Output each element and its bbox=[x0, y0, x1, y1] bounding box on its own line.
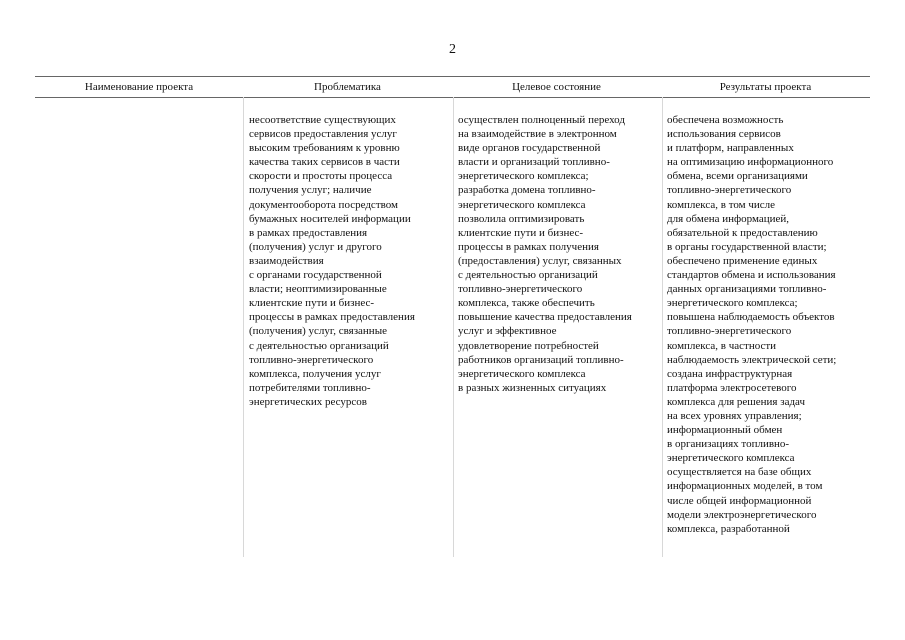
text-line: в рамках предоставления bbox=[249, 226, 368, 239]
text-line: использования сервисов bbox=[667, 128, 781, 141]
text-line: высоким требованиям к уровню bbox=[249, 142, 400, 155]
text-line: стандартов обмена и использования bbox=[667, 269, 836, 282]
text-line: взаимодействия bbox=[249, 254, 324, 267]
text-line: создана инфраструктурная bbox=[667, 367, 793, 380]
text-line: услуг и эффективное bbox=[458, 325, 557, 338]
text-line: власти; неоптимизированные bbox=[249, 283, 387, 296]
text-line: получения услуг; наличие bbox=[249, 184, 372, 197]
text-line: платформа электросетевого bbox=[667, 381, 797, 394]
text-line: топливно-энергетического bbox=[458, 283, 583, 296]
text-line: комплекса, в частности bbox=[667, 339, 777, 352]
text-line: числе общей информационной bbox=[667, 494, 812, 507]
text-line: процессы в рамках получения bbox=[458, 240, 599, 253]
text-line: с органами государственной bbox=[249, 269, 382, 282]
text-line: виде органов государственной bbox=[458, 142, 601, 155]
text-line: информационных моделей, в том bbox=[667, 480, 823, 493]
text-line: энергетических ресурсов bbox=[249, 395, 367, 408]
text-line: топливно-энергетического bbox=[667, 184, 792, 197]
text-line: в организациях топливно- bbox=[667, 438, 790, 451]
text-line: на всех уровнях управления; bbox=[667, 409, 802, 422]
text-line: для обмена информацией, bbox=[667, 212, 790, 225]
header-project-name: Наименование проекта bbox=[84, 81, 194, 93]
text-line: обеспечено применение единых bbox=[667, 254, 818, 267]
cell-project-results bbox=[667, 113, 836, 536]
text-line: в органы государственной власти; bbox=[667, 240, 827, 253]
text-line: процессы в рамках предоставления bbox=[249, 311, 415, 324]
text-line: энергетического комплекса; bbox=[458, 170, 589, 183]
text-line: на оптимизацию информационного bbox=[667, 156, 834, 169]
text-line: повышена наблюдаемость объектов bbox=[667, 311, 835, 324]
header-project-results: Результаты проекта bbox=[719, 81, 812, 93]
text-line: с деятельностью организаций bbox=[249, 339, 389, 352]
text-line: разработка домена топливно- bbox=[458, 184, 596, 197]
cell-target-state bbox=[458, 113, 632, 395]
text-line: сервисов предоставления услуг bbox=[249, 128, 397, 141]
text-line: комплекса, получения услуг bbox=[249, 367, 381, 380]
text-line: осуществлен полноценный переход bbox=[458, 114, 625, 126]
text-line: клиентские пути и бизнес- bbox=[249, 297, 375, 310]
header-target-state: Целевое состояние bbox=[512, 81, 601, 93]
text-line: обмена, всеми организациями bbox=[667, 170, 808, 183]
text-line: с деятельностью организаций bbox=[458, 269, 598, 282]
text-line: обеспечена возможность bbox=[667, 114, 784, 126]
text-line: комплекса, разработанной bbox=[667, 522, 790, 535]
text-line: и платформ, направленных bbox=[667, 142, 794, 155]
column-divider bbox=[243, 97, 244, 557]
text-line: клиентские пути и бизнес- bbox=[458, 226, 584, 239]
text-line: скорости и простоты процесса bbox=[249, 170, 393, 183]
page-number: 2 bbox=[449, 42, 456, 57]
text-line: обязательной к предоставлению bbox=[667, 226, 818, 239]
text-line: бумажных носителей информации bbox=[249, 212, 411, 225]
cell-problems bbox=[249, 113, 415, 409]
text-line: на взаимодействие в электронном bbox=[458, 128, 617, 141]
text-line: энергетического комплекса bbox=[667, 452, 795, 465]
text-line: повышение качества предоставления bbox=[458, 311, 632, 324]
table-header-row bbox=[35, 77, 870, 97]
text-line: (предоставления) услуг, связанных bbox=[458, 254, 622, 267]
text-line: комплекса, также обеспечить bbox=[458, 297, 595, 310]
header-problems: Проблематика bbox=[314, 81, 381, 93]
column-divider bbox=[662, 97, 663, 557]
text-line: информационный обмен bbox=[667, 424, 783, 437]
text-line: позволила оптимизировать bbox=[458, 212, 585, 225]
text-line: комплекса для решения задач bbox=[667, 395, 806, 408]
text-line: модели электроэнергетического bbox=[667, 508, 817, 521]
text-line: энергетического комплекса bbox=[458, 367, 586, 380]
text-line: несоответствие существующих bbox=[249, 114, 396, 126]
text-line: в разных жизненных ситуациях bbox=[458, 381, 607, 394]
text-line: данных организациями топливно- bbox=[667, 283, 827, 296]
text-line: качества таких сервисов в части bbox=[249, 156, 400, 169]
text-line: удовлетворение потребностей bbox=[458, 339, 599, 352]
text-line: работников организаций топливно- bbox=[458, 353, 624, 366]
text-line: документооборота посредством bbox=[249, 198, 398, 211]
text-line: (получения) услуг, связанные bbox=[249, 325, 387, 338]
text-line: топливно-энергетического bbox=[667, 325, 792, 338]
text-line: наблюдаемость электрической сети; bbox=[667, 353, 837, 366]
text-line: потребителями топливно- bbox=[249, 381, 371, 394]
text-line: энергетического комплекса bbox=[458, 198, 586, 211]
text-line: топливно-энергетического bbox=[249, 353, 374, 366]
text-line: (получения) услуг и другого bbox=[249, 240, 382, 253]
column-divider bbox=[453, 97, 454, 557]
text-line: комплекса, в том числе bbox=[667, 198, 776, 211]
text-line: осуществляется на базе общих bbox=[667, 466, 812, 479]
text-line: власти и организаций топливно- bbox=[458, 156, 610, 169]
text-line: энергетического комплекса; bbox=[667, 297, 798, 310]
